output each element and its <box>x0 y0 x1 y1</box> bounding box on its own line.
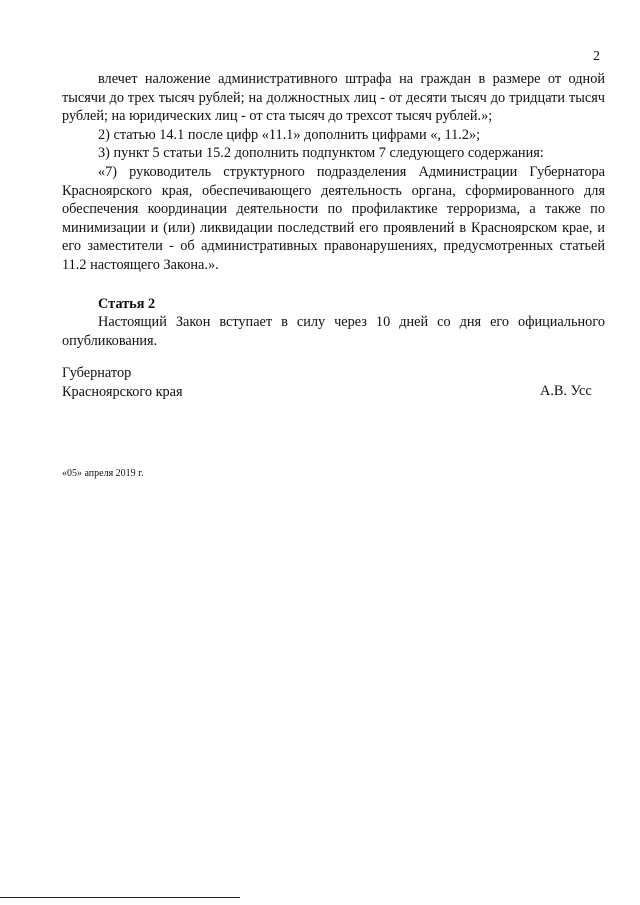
signature-title-line1: Губернатор <box>62 365 132 381</box>
signatory-name: А.В. Усс <box>540 383 592 399</box>
document-body <box>62 70 605 350</box>
document-date: «05» апреля 2019 г. <box>62 468 144 479</box>
footer-divider <box>0 897 240 898</box>
signature-block <box>62 364 183 401</box>
article-text: Настоящий Закон вступает в силу через 10 дней со дня его официального опубликования. <box>62 314 605 349</box>
signature-title-line2: Красноярского края <box>62 383 183 400</box>
paragraph-item-2: 2) статью 14.1 после цифр «11.1» дополнить цифрами «, 11.2»; <box>98 126 481 143</box>
paragraph-subitem-7: «7) руководитель структурного подразделения Администрации Губернатора Красноярского края, обеспечивающего деятельность органа, сформированного для обеспечения координации деятельности по профилактике терроризма, а также по минимизации и (или) ликвидации последствий его проявлений в Красноярском крае, и его заместители - об административных правонарушениях, предусмотренных статьей 11.2 настоящего Закона.». <box>62 163 605 273</box>
paragraph-fine-continuation: влечет наложение административного штрафа на граждан в размере от одной тысячи до трех тысяч рублей; на должностных лиц - от десяти тысяч до тридцати тысяч рублей; на юридических лиц - от ста тысяч до трехсот тысяч рублей.»; <box>62 71 605 125</box>
page-number: 2 <box>593 49 600 64</box>
article-heading: Статья 2 <box>98 295 156 312</box>
paragraph-item-3: 3) пункт 5 статьи 15.2 дополнить подпунктом 7 следующего содержания: <box>98 145 544 162</box>
